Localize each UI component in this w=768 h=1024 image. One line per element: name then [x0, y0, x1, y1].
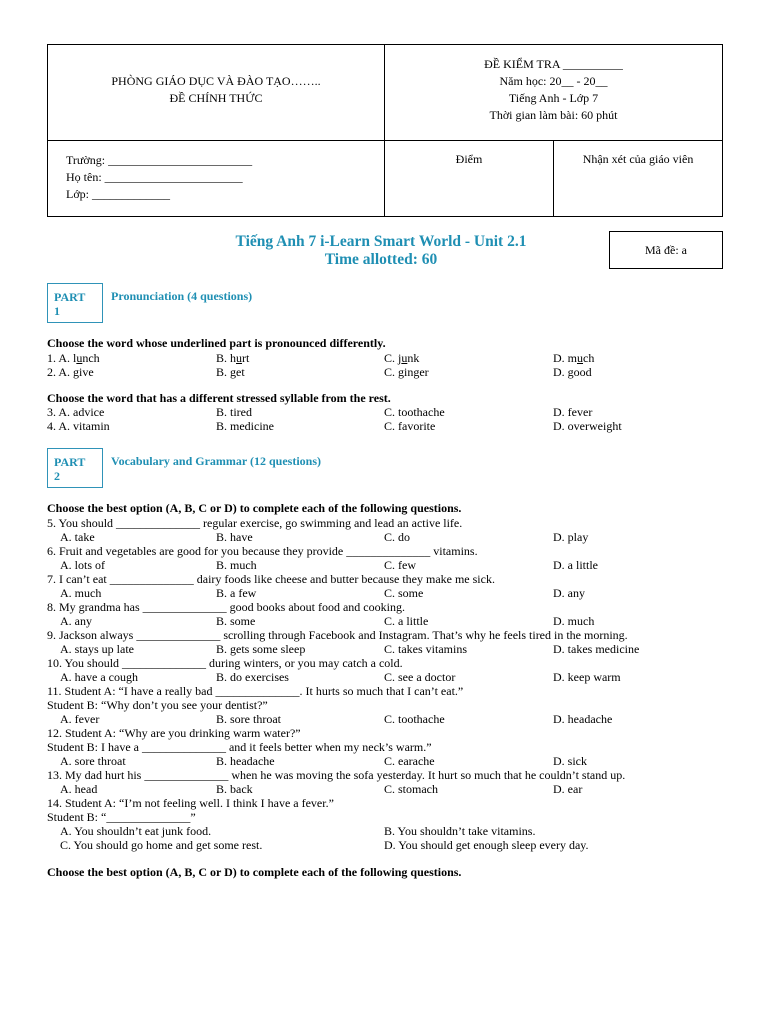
q6-option-d: D. a little [553, 558, 598, 572]
q6-option-a: A. lots of [60, 558, 105, 572]
q13-options [47, 782, 723, 796]
student-info-cell [48, 141, 385, 217]
q11-option-b: B. sore throat [216, 712, 281, 726]
exam-label: ĐỀ KIỂM TRA __________ [484, 57, 623, 71]
class-field: Lớp: _____________ [66, 187, 171, 201]
q1-option-c: C. junk [384, 351, 420, 365]
q5-options [47, 530, 723, 544]
part1-label: PART [54, 290, 86, 304]
q14-options-row1 [47, 824, 723, 838]
q13-option-d: D. ear [553, 782, 583, 796]
q10-option-d: D. keep warm [553, 670, 621, 684]
q12-option-a: A. sore throat [60, 754, 126, 768]
q5-option-d: D. play [553, 530, 589, 544]
q5-option-a: A. take [60, 530, 95, 544]
q12-option-d: D. sick [553, 754, 587, 768]
question-row-2 [47, 365, 723, 379]
part2-label-box [47, 448, 103, 488]
q10-stem: 10. You should ______________ during winters, or you may catch a cold. [47, 656, 403, 670]
school-year: Năm học: 20__ - 20__ [499, 74, 608, 88]
question-row-3 [47, 405, 723, 419]
q13-option-b: B. back [216, 782, 253, 796]
question-row-1 [47, 351, 723, 365]
q14-option-a: A. You shouldn’t eat junk food. [60, 824, 212, 838]
q2-option-d: D. good [553, 365, 592, 379]
q10-option-b: B. do exercises [216, 670, 289, 684]
q3-option-d: D. fever [553, 405, 593, 419]
q1-option-a: 1. A. lunch [47, 351, 100, 365]
q8-option-d: D. much [553, 614, 595, 628]
q14-option-d: D. You should get enough sleep every day. [384, 838, 589, 852]
duration: Thời gian làm bài: 60 phút [489, 108, 618, 122]
department-name: PHÒNG GIÁO DỤC VÀ ĐÀO TẠO…….. [111, 74, 321, 88]
part2-instruction: Choose the best option (A, B, C or D) to complete each of the following questions. [47, 501, 462, 515]
q14-stem: 14. Student A: “I’m not feeling well. I think I have a fever.” [47, 796, 334, 810]
part2-label: PART [54, 455, 86, 469]
q12-option-c: C. earache [384, 754, 435, 768]
test-title: Tiếng Anh 7 i-Learn Smart World - Unit 2.1 [235, 233, 527, 250]
q14-options-row2 [47, 838, 723, 852]
subject-grade: Tiếng Anh - Lớp 7 [508, 91, 599, 105]
q13-option-c: C. stomach [384, 782, 438, 796]
q9-options [47, 642, 723, 656]
q2-option-c: C. ginger [384, 365, 429, 379]
q4-option-a: 4. A. vitamin [47, 419, 110, 433]
q10-option-a: A. have a cough [60, 670, 138, 684]
q4-option-d: D. overweight [553, 419, 622, 433]
q13-option-a: A. head [60, 782, 98, 796]
part1-label-box [47, 283, 103, 323]
exam-code: Mã đề: a [645, 242, 687, 257]
q12-stem: 12. Student A: “Why are you drinking warm water?” [47, 726, 301, 740]
q12-option-b: B. headache [216, 754, 275, 768]
q9-option-b: B. gets some sleep [216, 642, 306, 656]
teacher-comment-label: Nhận xét của giáo viên [582, 152, 694, 166]
q14-option-c: C. You should go home and get some rest. [60, 838, 263, 852]
q8-option-c: C. a little [384, 614, 429, 628]
official-label: ĐỀ CHÍNH THỨC [169, 91, 263, 105]
q11-stem-response: Student B: “Why don’t you see your dentist?” [47, 698, 268, 712]
header-right-cell [385, 45, 723, 141]
q8-option-a: A. any [60, 614, 92, 628]
q8-stem: 8. My grandma has ______________ good books about food and cooking. [47, 600, 405, 614]
q5-option-b: B. have [216, 530, 253, 544]
q12-options [47, 754, 723, 768]
q6-options [47, 558, 723, 572]
q8-option-b: B. some [216, 614, 256, 628]
part1-title: Pronunciation (4 questions) [111, 289, 253, 303]
school-field: Trường: ________________________ [66, 153, 253, 167]
score-label: Điểm [455, 152, 483, 166]
part1-instruction-2: Choose the word that has a different stressed syllable from the rest. [47, 391, 391, 405]
teacher-comment-cell [554, 141, 723, 217]
q6-option-c: C. few [384, 558, 416, 572]
q1-option-d: D. much [553, 351, 595, 365]
question-row-4 [47, 419, 723, 433]
q5-stem: 5. You should ______________ regular exercise, go swimming and lead an active life. [47, 516, 463, 530]
header-table [47, 44, 723, 217]
q6-option-b: B. much [216, 558, 257, 572]
q3-option-c: C. toothache [384, 405, 445, 419]
q3-option-b: B. tired [216, 405, 252, 419]
q11-options [47, 712, 723, 726]
q2-option-a: 2. A. give [47, 365, 94, 379]
q7-stem: 7. I can’t eat ______________ dairy foods like cheese and butter because they make me sick. [47, 572, 495, 586]
part1-number: 1 [54, 304, 60, 318]
q9-option-d: D. takes medicine [553, 642, 640, 656]
q11-stem: 11. Student A: “I have a really bad ______________. It hurts so much that I can’t eat.” [47, 684, 464, 698]
q14-stem-response: Student B: “______________” [47, 810, 196, 824]
q13-stem: 13. My dad hurt his ______________ when he was moving the sofa yesterday. It hurt so much that he couldn’t stand up. [47, 768, 626, 782]
exam-code-box [609, 231, 723, 269]
q6-stem: 6. Fruit and vegetables are good for you because they provide ______________ vitamins. [47, 544, 478, 558]
q10-option-c: C. see a doctor [384, 670, 456, 684]
score-cell [385, 141, 554, 217]
q2-option-b: B. get [216, 365, 245, 379]
q7-options [47, 586, 723, 600]
q9-option-c: C. takes vitamins [384, 642, 467, 656]
q7-option-b: B. a few [216, 586, 257, 600]
q12-stem-response: Student B: I have a ______________ and it feels better when my neck’s warm.” [47, 740, 432, 754]
q9-option-a: A. stays up late [60, 642, 134, 656]
q10-options [47, 670, 723, 684]
q7-option-d: D. any [553, 586, 585, 600]
part2-title: Vocabulary and Grammar (12 questions) [111, 454, 322, 468]
part1-instruction-1: Choose the word whose underlined part is pronounced differently. [47, 336, 386, 350]
q5-option-c: C. do [384, 530, 411, 544]
q7-option-a: A. much [60, 586, 102, 600]
q8-options [47, 614, 723, 628]
q11-option-a: A. fever [60, 712, 100, 726]
q4-option-b: B. medicine [216, 419, 274, 433]
q11-option-d: D. headache [553, 712, 613, 726]
q3-option-a: 3. A. advice [47, 405, 105, 419]
q11-option-c: C. toothache [384, 712, 445, 726]
q9-stem: 9. Jackson always ______________ scrolling through Facebook and Instagram. That’s why he feels tired in the morning. [47, 628, 628, 642]
header-left-cell [48, 45, 385, 141]
q4-option-c: C. favorite [384, 419, 436, 433]
q7-option-c: C. some [384, 586, 424, 600]
name-field: Họ tên: _______________________ [66, 170, 243, 184]
q1-option-b: B. hurt [216, 351, 250, 365]
time-allotted: Time allotted: 60 [324, 251, 438, 268]
part2-number: 2 [54, 469, 60, 483]
part2-instruction-bottom: Choose the best option (A, B, C or D) to complete each of the following questions. [47, 865, 462, 879]
q14-option-b: B. You shouldn’t take vitamins. [384, 824, 536, 838]
